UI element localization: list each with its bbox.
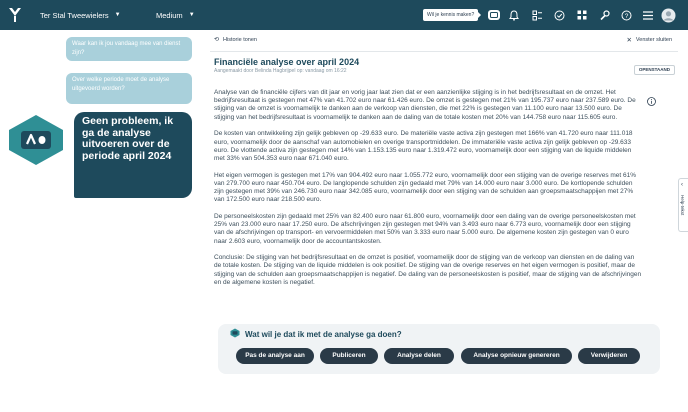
menu-icon[interactable] — [641, 8, 655, 22]
svg-text:?: ? — [624, 12, 628, 20]
analysis-paragraph: De personeelskosten zijn gedaald met 25% van 82.400 euro naar 61.800 euro, voornamelijk door een daling van de overige personeelskosten met 25% van 23.000 euro naar 17.250 euro. De afschrijvingen zijn gestegen met 94% van 3.493 euro naar 6.773 euro, voornamelijk door een stijging van de afschrijvingen op transport- en vervoermiddelen met 50% van 3.333 euro naar 5.000 euro. De algemene kosten zijn gestegen van 0 euro naar 2.603 euro, voornamelijk door de accountantskosten. — [214, 212, 636, 245]
panel-header — [210, 36, 678, 46]
edit-analysis-button[interactable]: Pas de analyse aan — [236, 348, 314, 364]
grid-icon[interactable] — [575, 8, 589, 22]
tasks-icon[interactable] — [530, 8, 544, 22]
chat-message: Waar kan ik jou vandaag mee van dienst zijn? — [66, 37, 192, 61]
action-card — [218, 324, 660, 374]
analysis-paragraph: Analyse van de financiële cijfers van dit jaar en vorig jaar laat zien dat er een aanzienlijke stijging is in het bedrijfsresultaat en de omzet. Het bedrijfsresultaat is gestegen met 47% van 41.702 euro naar 61.426 euro. De omzet is gestegen met 21% van 195.737 euro naar 237.589 euro. De stijging van de omzet is voornamelijk te danken aan de verkoop van diensten, die met 22% is gestegen van 11.100 euro naar 13.500 euro. De stijging van het bedrijfsresultaat is voornamelijk te danken aan de daling van de totale kosten met 20% van 144.758 euro naar 115.605 euro. — [214, 89, 636, 121]
chevron-down-icon: ▼ — [188, 12, 195, 18]
help-icon[interactable] — [619, 8, 633, 22]
history-toggle[interactable] — [214, 36, 257, 43]
company-select[interactable] — [40, 0, 121, 30]
assistant-chat-panel — [0, 30, 200, 412]
info-icon[interactable] — [647, 93, 656, 111]
analysis-paragraph: De kosten van ontwikkeling zijn gelijk gebleven op -29.633 euro. De materiële vaste activa zijn gestegen met 166% van 41.720 euro naar 111.018 euro, voornamelijk door de aanschaf van automobielen en overige transportmiddelen. De immateriële vaste activa zijn gelijk gebleven op -29.633 euro. De vlottende activa zijn gestegen met 14% van 1.153.135 euro naar 1.319.472 euro, voornamelijk door een stijging van de liquide middelen met 33% van 504.353 euro naar 671.040 euro. — [214, 130, 633, 162]
regenerate-analysis-button[interactable]: Analyse opnieuw genereren — [461, 348, 572, 364]
bell-icon[interactable] — [507, 8, 521, 22]
analysis-paragraph: Het eigen vermogen is gestegen met 17% van 904.492 euro naar 1.055.772 euro, voornamelijk door een stijging van de overige reserves met 61% van 279.700 euro naar 450.704 euro. De langlopende schulden zijn gedaald met 79% van 14.000 euro naar 3.000 euro. De kortlopende schulden zijn gestegen met 39% van 246.730 euro naar 342.085 euro, voornamelijk door een stijging van de schulden aan groepsmaatschappijen met 27% van 172.500 euro naar 218.500 euro. — [214, 171, 637, 204]
level-select[interactable] — [156, 0, 195, 30]
analysis-paragraph: Conclusie: De stijging van het bedrijfsresultaat en de omzet is positief, voornamelijk door de stijging van de verkoop van diensten en de daling van de totale kosten. De stijging van de liquide middelen is ook positief. De stijging van de overige reserves en het eigen vermogen is positief, maar de stijging van de schulden aan groepsmaatschappijen is negatief. De daling van de personeelskosten is positief, maar de stijging van de afschrijvingen en de algemene kosten is negatief. — [214, 254, 642, 286]
app-logo[interactable] — [0, 0, 30, 30]
analysis-panel — [210, 30, 678, 412]
created-meta: Aangemaakt door Belinda Hagbrijpel op: vandaag om 16:22 — [214, 68, 347, 74]
page-title: Financiële analyse over april 2024 — [214, 57, 360, 67]
chevron-left-icon: ‹ — [681, 182, 683, 188]
delete-button[interactable]: Verwijderen — [578, 348, 640, 364]
check-circle-icon[interactable] — [552, 8, 566, 22]
user-avatar-icon[interactable] — [660, 7, 676, 23]
status-badge[interactable]: OPENSTAAND — [634, 65, 675, 75]
level-select-label: Medium — [156, 10, 183, 20]
help-text-label: Help-tekst — [680, 195, 685, 216]
chat-icon[interactable] — [488, 10, 500, 20]
chevron-down-icon: ▼ — [114, 12, 121, 18]
history-icon: ⟲ — [214, 37, 220, 43]
divider — [210, 51, 678, 52]
wrench-icon[interactable] — [597, 8, 611, 22]
help-text-tab[interactable] — [678, 178, 688, 232]
close-icon: ✕ — [626, 37, 632, 44]
top-bar — [0, 0, 688, 30]
assistant-avatar-icon — [6, 114, 66, 166]
history-label: Historie tonen — [223, 36, 257, 43]
publish-button[interactable]: Publiceren — [320, 348, 378, 364]
intro-tooltip: Wil je kennis maken? — [423, 9, 478, 21]
action-buttons — [218, 348, 660, 364]
chat-message: Over welke periode moet de analyse uitgevoerd worden? — [66, 73, 192, 104]
close-window-button[interactable] — [626, 36, 672, 44]
assistant-small-icon — [230, 328, 240, 340]
company-select-label: Ter Stal Tweewielers — [40, 10, 109, 20]
action-card-title-label: Wat wil je dat ik met de analyse ga doen? — [245, 329, 402, 339]
action-card-title — [230, 328, 402, 340]
logo-icon — [5, 5, 25, 25]
assistant-reply: Geen probleem, ik ga de analyse uitvoeren over de periode april 2024 — [74, 112, 192, 198]
share-analysis-button[interactable]: Analyse delen — [384, 348, 454, 364]
close-label: Venster sluiten — [635, 37, 672, 43]
analysis-text — [214, 89, 642, 296]
